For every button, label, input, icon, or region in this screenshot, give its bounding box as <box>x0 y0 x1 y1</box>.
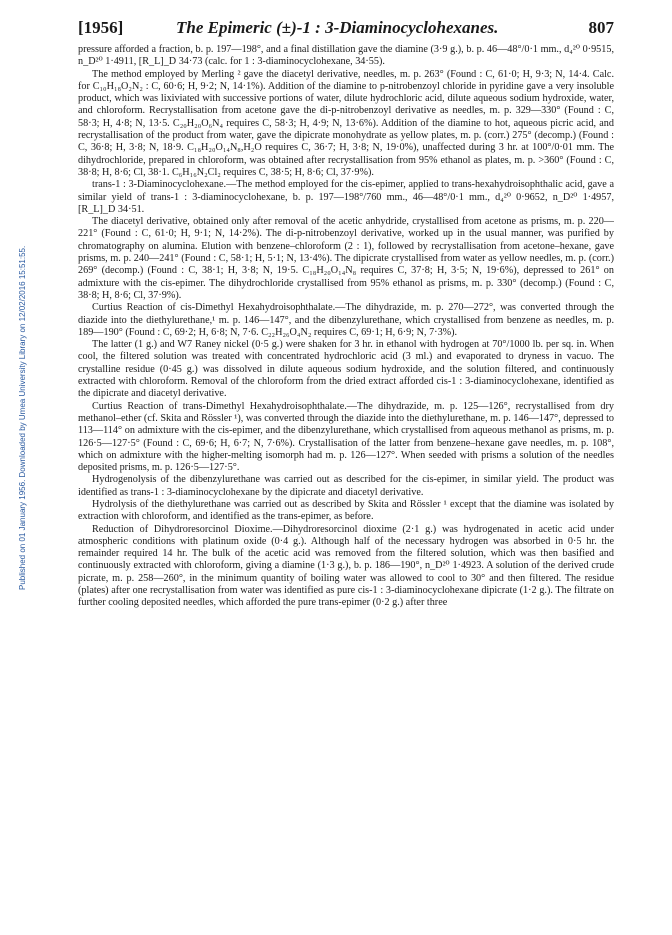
paragraph: pressure afforded a fraction, b. p. 197—198°, and a final distillation gave the diamine (3·9 g.), b. p. 46—48°/0·1 mm., d₄²⁰ 0·9515, n_D²⁰ 1·4911, [R_L]_D 34·73 (calc. for 1 : 3-diaminocyclohexane, 34·55). <box>78 44 614 68</box>
article-body <box>78 44 614 610</box>
paragraph: The diacetyl derivative, obtained only after removal of the acetic anhydride, crystallised from acetone as prisms, m. p. 220—221° (Found : C, 61·0; H, 9·1; N, 14·2%). The di-p-nitrobenzoyl derivative, worked up in the usual manner, was purified by chromatography on alumina. Elution with benzene–chloroform (2 : 1), followed by recrystallisation from acetone–hexane, gave prisms, m. p. 240—241° (Found : C, 58·1; H, 5·1; N, 13·4%). The dipicrate crystallised from water as yellow needles, m. p. (corr.) 269° (decomp.) (Found : C, 38·1; H, 3·8; N, 19·5. C₁₈H₂₀O₁₄N₈ requires C, 37·8; H, 3·5; N, 19·6%), depressed to 261° on admixture with the cis-epimer. The dihydrochloride crystallised from 95% ethanol as prisms, m. p. 330° (decomp.) (Found : C, 38·8; H, 8·6; Cl, 37·9%). <box>78 216 614 301</box>
paragraph: The latter (1 g.) and W7 Raney nickel (0·5 g.) were shaken for 3 hr. in ethanol with hydrogen at 70°/1000 lb. per sq. in. When cool, the filtered solution was treated with concentrated hydrochloric acid (3 ml.) and evaporated to dryness in vacuo. The crystalline residue (0·45 g.) was dissolved in dilute aqueous sodium hydroxide, and the solution filtered, and continuously extracted with chloroform. Removal of the chloroform from the dried extract afforded cis-1 : 3-diaminocyclohexane, identified as the dipicrate and diacetyl derivative. <box>78 339 614 400</box>
paragraph: Hydrolysis of the diethylurethane was carried out as described by Skita and Rössler ¹ except that the diamine was isolated by extraction with chloroform, and identified as the trans-epimer, as before. <box>78 498 614 523</box>
paragraph: The method employed by Merling ² gave the diacetyl derivative, needles, m. p. 263° (Found : C, 61·0; H, 9·3; N, 14·4. Calc. for C₁₀H₁₈O₂N₂ : C, 60·6; H, 9·2; N, 14·1%). Addition of the diamine to p-nitrobenzoyl chloride in pyridine gave a very insoluble product, which was lixiviated with successive portions of water, dilute hydrochloric acid, dilute aqueous sodium hydroxide, water, and chloroform. Recrystallisation from acetone gave the di-p-nitrobenzoyl derivative as needles, m. p. 329—330° (Found : C, 58·3; H, 4·8; N, 13·5. C₂₀H₂₀O₆N₄ requires C, 58·3; H, 4·9; N, 13·6%). Addition of the diamine to hot, aqueous picric acid, and recrystallisation of the product from water, gave the dipicrate monohydrate as yellow plates, m. p. (corr.) 275° (decomp.) (Found : C, 36·8; H, 3·8; N, 18·9. C₁₈H₂₀O₁₄N₈,H₂O requires C, 36·7; H, 3·8; N, 19·0%), unaffected during 3 hr. at 100°/0·01 mm. The dihydrochloride, prepared in chloroform, was obtained after recrystallisation from 95% ethanol as plates, m. p. >360° (Found : C, 38·8; H, 8·6; Cl, 38·1. C₆H₁₆N₂Cl₂ requires C, 38·5; H, 8·6; Cl, 37·9%). <box>78 68 614 178</box>
running-title: The Epimeric (±)-1 : 3-Diaminocyclohexanes. <box>176 18 499 37</box>
paragraph: trans-1 : 3-Diaminocyclohexane.—The method employed for the cis-epimer, applied to trans-hexahydroisophthalic acid, gave a similar yield of trans-1 : 3-diaminocyclohexane, b. p. 197—198°/760 mm., 46—48°/0·1 mm., d₄²⁰ 0·9652, n_D²⁰ 1·4957, [R_L]_D 34·51. <box>78 179 614 215</box>
page-number: 807 <box>588 18 614 37</box>
page-header <box>78 18 614 40</box>
paragraph: Curtius Reaction of trans-Dimethyl Hexahydroisophthalate.—The dihydrazide, m. p. 125—126°, recrystallised from dry methanol–ether (cf. Skita and Rössler ¹), was converted through the diazide into the diethylurethane, m. p. 146—147°, depressed to 113—114° on admixture with the cis-epimer, and the dibenzylurethane, which crystallised from aqueous methanol as prisms, m. p. 126·5—127·5° (Found : C, 69·6; H, 6·7; N, 7·6%). Crystallisation of the latter from benzene–hexane gave needles, m. p. 108°, which on admixture with the higher-melting isomorph had m. p. 126—127°. When seeded with prisms a solution of the needles deposited prisms, m. p. 126·5—127·5°. <box>78 400 614 474</box>
paragraph: Hydrogenolysis of the dibenzylurethane was carried out as described for the cis-epimer, in similar yield. The product was identified as trans-1 : 3-diaminocyclohexane by the dipicrate and diacetyl derivative. <box>78 474 614 498</box>
paragraph: Reduction of Dihydroresorcinol Dioxime.—Dihydroresorcinol dioxime (2·1 g.) was hydrogenated in acetic acid under atmospheric conditions with platinum oxide (0·4 g.). Although half of the necessary hydrogen was absorbed in 0·5 hr. the remainder required 14 hr. The bulk of the acetic acid was removed from the filtered solution, which was then basified and continuously extracted with chloroform, giving a diamine (1·3 g.), b. p. 186—190°, n_D²⁰ 1·4923. A solution of the derived crude picrate, m. p. 258—260°, in the minimum quantity of boiling water was allowed to cool to 30° and then filtered. The residue (plates) after one recrystallisation from water was identified as pure cis-1 : 3-diaminocyclohexane dipicrate (1·2 g.). The filtrate on further cooling deposited needles, which afforded the pure trans-epimer (0·2 g.) after three <box>78 523 614 609</box>
download-notice-text: Published on 01 January 1956. Downloaded by Umea University Library on 12/02/2016 15:51:55. <box>18 245 27 590</box>
download-notice <box>8 150 27 590</box>
journal-year: [1956] <box>78 18 124 37</box>
paragraph: Curtius Reaction of cis-Dimethyl Hexahydroisophthalate.—The dihydrazide, m. p. 270—272°, was converted through the diazide into the diethylurethane,¹ m. p. 146—147°, and the dibenzylurethane, which crystallised from benzene as needles, m. p. 189—190° (Found : C, 69·2; H, 6·8; N, 7·6. C₂₂H₂₆O₄N₂ requires C, 69·1; H, 6·9; N, 7·3%). <box>78 302 614 338</box>
